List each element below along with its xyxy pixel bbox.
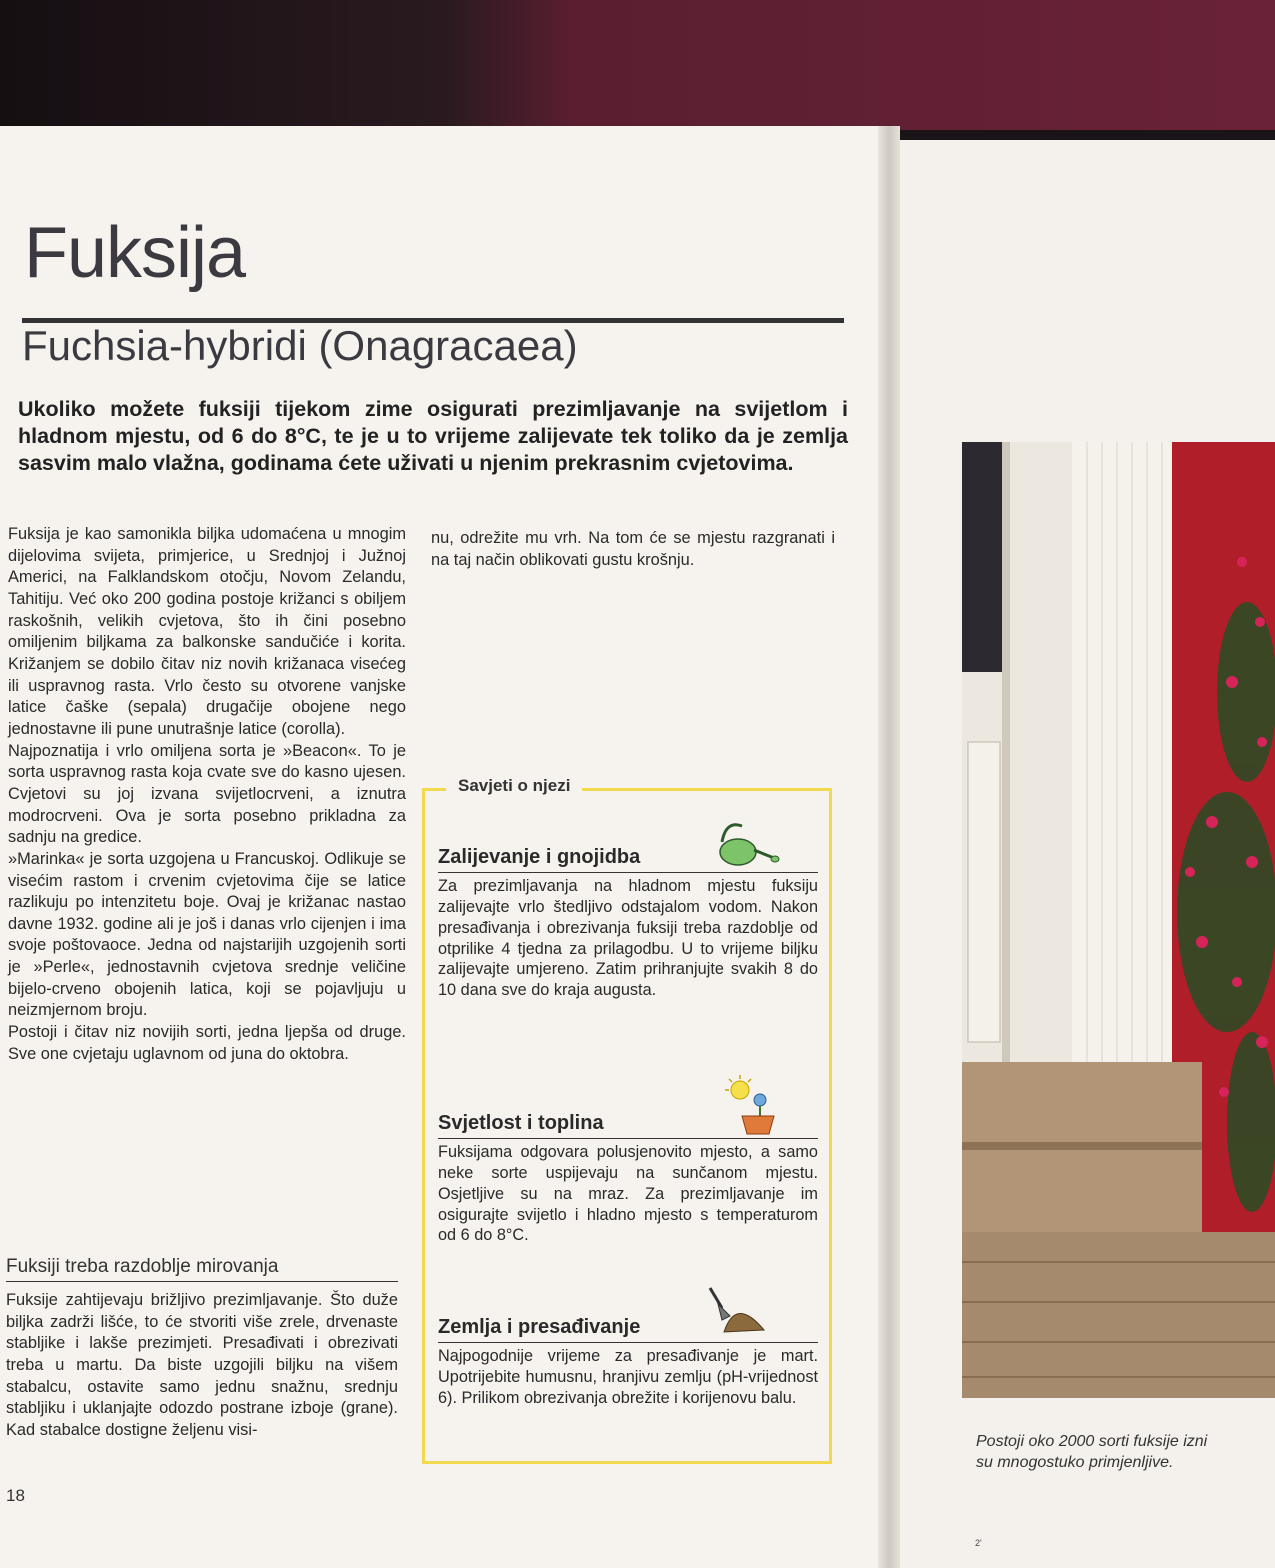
page-number-right: 2': [975, 1538, 982, 1548]
care-section-watering: [438, 846, 818, 1001]
background-dark: [0, 0, 1275, 130]
page-number-left: 18: [6, 1486, 25, 1505]
section-text: [6, 1290, 398, 1442]
body-paragraph-1: Fuksija je kao samonikla biljka udomaćena u mnogim dijelovima svijeta, primjerice, u Srednjoj i Južnoj Americi, na Falklandskom otočju, Novom Zelandu, Tahitiju. Već oko 200 godina postoje križanci s obiljem raskošnih, velikih cvjetova, što ih čini posebno omiljenim biljkama za balkonske sandučiće i korita. Križanjem se dobilo čitav niz novih križanaca visećeg ili uspravnog rasta. Vrlo često su otvorene vanjske latice čaške (sepala) drugačije obojene nego jednostavne ili pune unutrašnje latice (corolla).: [8, 525, 406, 738]
watering-text: Za prezimljavanja na hladnom mjestu fuksiju zalijevajte vrlo štedljivo odstajalom vodom. Nakon presađivanja i obrezivanja fuksiji treba razdoblje od otprilike 4 tjedna za prilagodbu. U to vrijeme biljku zalijevajte umjereno. Zatim prihranjujte svakih 8 do 10 dana sve do kraja augusta.: [438, 877, 818, 1000]
book-spine: [878, 126, 900, 1568]
section-heading: Fuksiji treba razdoblje mirovanja: [6, 1256, 398, 1282]
soil-heading: Zemlja i presađivanje: [438, 1316, 818, 1343]
body-paragraph-2: Najpoznatija i vrlo omiljena sorta je »Beacon«. To je sorta uspravnog rasta koja cvate sve do kasno ujesen. Cvjetovi su joj izvana svijetlocrveni, a iznutra modrocrveni. Ova je sorta posebno prikladna za sadnju na gredice.: [8, 741, 406, 847]
page-subtitle: Fuchsia-hybridi (Onagracaea): [22, 322, 578, 369]
page-title: Fuksija: [24, 213, 246, 293]
fuchsia-doorway-photo: [962, 442, 1275, 1398]
watering-heading: Zalijevanje i gnojidba: [438, 846, 818, 873]
body-paragraph-4: Postoji i čitav niz novijih sorti, jedna ljepša od druge. Sve one cvjetaju uglavnom od juna do oktobra.: [8, 1023, 406, 1063]
body-column-left: [8, 524, 406, 1065]
care-section-light: [438, 1112, 818, 1246]
care-tips-label: Savjeti o njezi: [446, 776, 582, 796]
light-heading: Svjetlost i toplina: [438, 1112, 818, 1139]
photo-caption: Postoji oko 2000 sorti fuksije izni su mnogostuko primjenljive.: [976, 1433, 1208, 1471]
section-continued-paragraph: nu, odrežite mu vrh. Na tom će se mjestu razgranati i na taj način oblikovati gustu krošnju.: [431, 529, 835, 569]
body-paragraph-3: »Marinka« je sorta uzgojena u Francuskoj. Odlikuje se visećim rastom i crvenim cvjetovima čije se latice razlikuju po intenzitetu boje. Ovaj je križanac nastao davne 1932. godine ali je još i danas vrlo cijenjen i ima svoje poštovaoce. Jedna od najstarijih uzgojenih sorti je »Perle«, jednostavnih cvjetova srednje veličine bijelo-crveno obojenih latica, koji se pojavljuju u neizmjernom broju.: [8, 849, 406, 1020]
soil-text: Najpogodnije vrijeme za presađivanje je mart. Upotrijebite humusnu, hranjivu zemlju (pH-vrijednost 6). Prilikom obrezivanja obrežite i korijenovu balu.: [438, 1347, 818, 1407]
section-paragraph: Fuksije zahtijevaju brižljivo prezimljavanje. Što duže biljka zadrži lišće, to će stvoriti više zrele, drvenaste stabljike i lakše prezimjeti. Presađivati i obrezivati treba u martu. Da biste uzgojili biljku na višem stabalcu, ostavite samo jednu snažnu, srednju stabljiku i uklanjajte odozdo postrane izboje (grane). Kad stabalce dostigne željenu visi-: [6, 1291, 398, 1439]
body-column-middle: [431, 528, 835, 571]
care-section-soil: [438, 1316, 818, 1409]
lead-paragraph: Ukoliko možete fuksiji tijekom zime osigurati prezimljavanje na svijetlom i hladnom mjestu, od 6 do 8°C, te je u to vrijeme zalijevate tek toliko da je zemlja sasvim malo vlažna, godinama ćete uživati u njenim prekrasnim cvjetovima.: [18, 397, 848, 476]
light-text: Fuksijama odgovara polusjenovito mjesto, a samo neke sorte uspijevaju na sunčanom mjestu. Osjetljive su na mraz. Za prezimljavanje im osigurajte svijetlo i hladno mjesto s temperaturom od 6 do 8°C.: [438, 1143, 818, 1245]
